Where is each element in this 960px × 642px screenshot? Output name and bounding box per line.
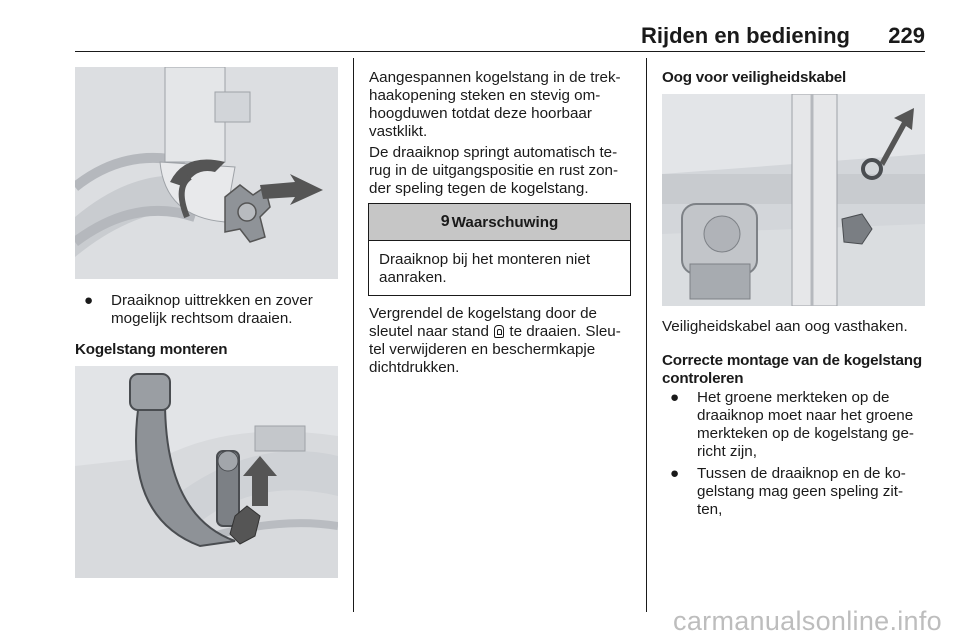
page-header bbox=[75, 18, 925, 52]
paragraph-lock-ball-bar bbox=[369, 305, 639, 377]
bullet-text: Tussen de draaiknop en de ko- gelstang mag geen speling zit- ten, bbox=[697, 465, 906, 518]
figure-ball-bar-install bbox=[75, 366, 338, 578]
heading-check-mounting: Correcte montage van de kogelstang controleren bbox=[662, 352, 922, 387]
figure-safety-cable-eye bbox=[662, 94, 925, 306]
warning-triangle-icon: 9 bbox=[440, 213, 450, 230]
warning-box bbox=[368, 203, 631, 296]
caption-hook-safety-cable: Veiligheidskabel aan oog vasthaken. bbox=[662, 318, 908, 335]
bullet-dot: ● bbox=[670, 465, 680, 482]
bullet-dot: ● bbox=[84, 292, 94, 309]
figure-knob-pull bbox=[75, 67, 338, 279]
list-item bbox=[84, 292, 344, 332]
warning-title: Waarschuwing bbox=[451, 213, 559, 231]
paragraph-text-b: te draaien. Sleu- tel verwijderen en beschermkapje dichtdrukken. bbox=[369, 323, 621, 376]
list-item bbox=[670, 465, 932, 519]
page-number: 229 bbox=[888, 23, 925, 48]
paragraph-text-a: Vergrendel de kogelstang door de sleutel naar stand bbox=[369, 305, 597, 340]
paragraph-knob-springs-back: De draaiknop springt automatisch te- rug in de uitgangspositie en rust zon- der speling tegen de kogelstang. bbox=[369, 144, 619, 197]
bullet-text: Het groene merkteken op de draaiknop moet naar het groene merkteken op de kogelstang ge- richt zijn, bbox=[697, 389, 914, 460]
heading-safety-cable-eye: Oog voor veiligheidskabel bbox=[662, 69, 847, 86]
column-divider bbox=[646, 58, 647, 612]
list-item bbox=[670, 389, 932, 461]
bullet-dot: ● bbox=[670, 389, 680, 406]
warning-header bbox=[369, 204, 630, 241]
paragraph-insert-ball-bar: Aangespannen kogelstang in de trek- haakopening steken en stevig om- hoogduwen totdat deze hoorbaar vastklikt. bbox=[369, 69, 621, 140]
warning-body: Draaiknop bij het monteren niet aanraken. bbox=[379, 251, 591, 286]
heading-kogelstang-monteren: Kogelstang monteren bbox=[75, 341, 228, 358]
lock-icon bbox=[494, 325, 504, 338]
column-divider bbox=[353, 58, 354, 612]
bullet-text: Draaiknop uittrekken en zover mogelijk rechtsom draaien. bbox=[111, 292, 313, 327]
section-title: Rijden en bediening bbox=[640, 23, 850, 48]
watermark: carmanualsonline.info bbox=[673, 606, 942, 636]
